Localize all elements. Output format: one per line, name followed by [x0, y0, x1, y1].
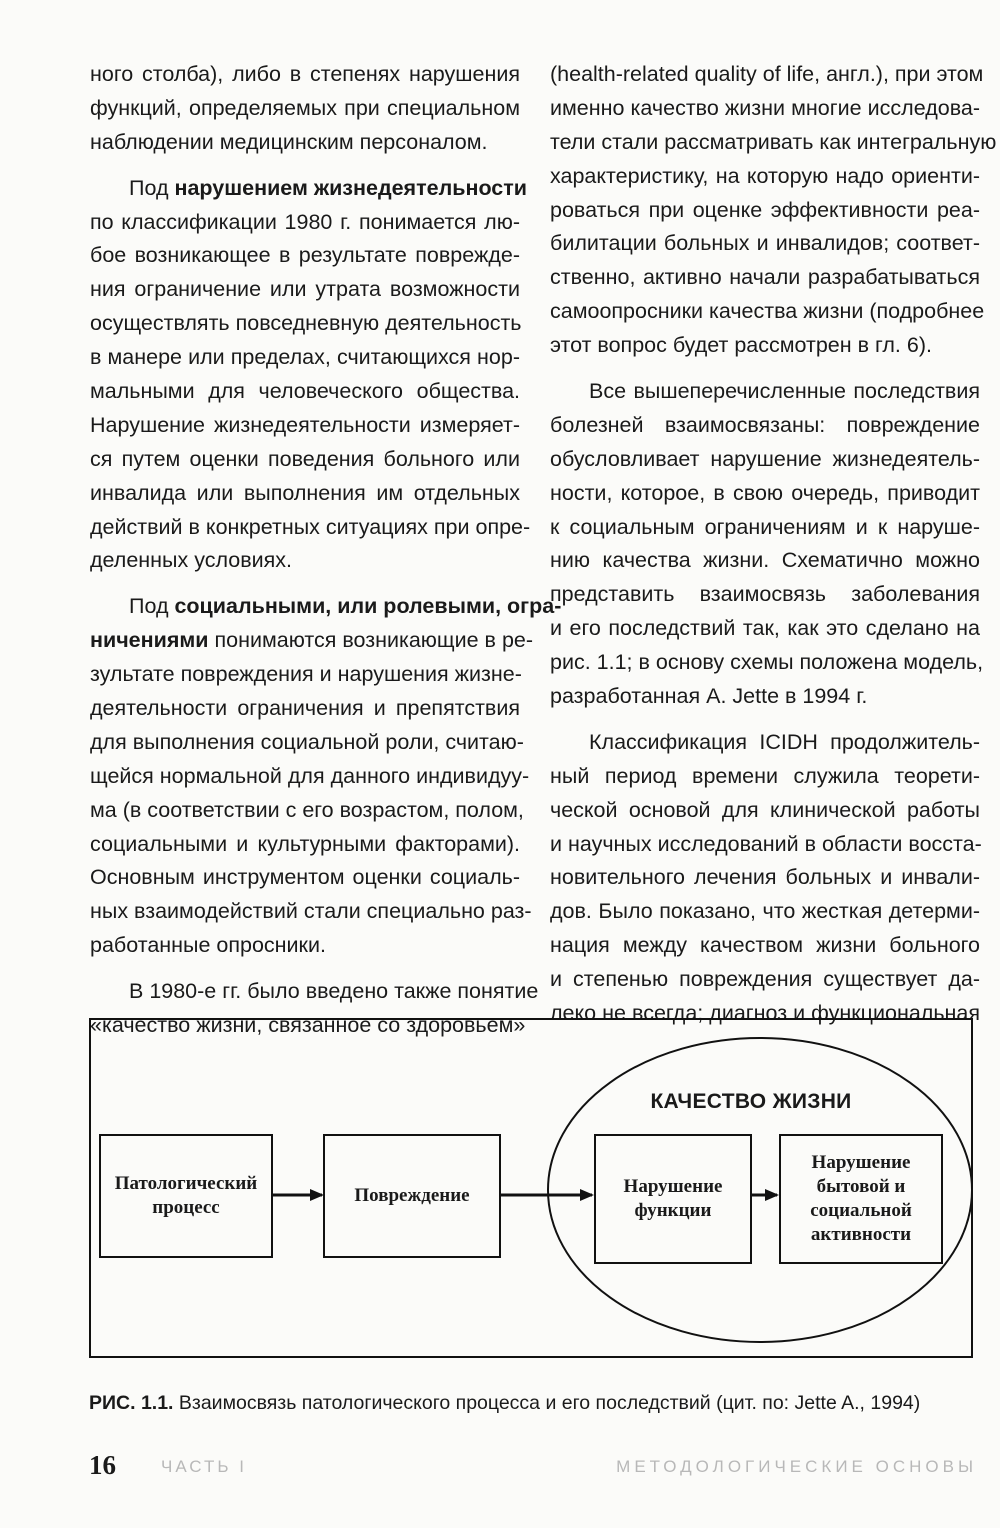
text-line: болезней взаимосвязаны: повреждение: [550, 412, 980, 437]
text-line: для выполнения социальной роли, считаю-: [90, 729, 524, 754]
box-function-impairment: Нарушение функции: [594, 1134, 752, 1264]
text-line: представить взаимосвязь заболевания: [550, 582, 980, 607]
text-line: «качество жизни, связанное со здоровьем»: [90, 1013, 526, 1038]
text-line: и степенью повреждения существует да-: [550, 967, 980, 992]
text-line: и научных исследований в области восста-: [550, 831, 982, 856]
text-line: новительного лечения больных и инвали-: [550, 865, 980, 890]
paragraph: [90, 590, 562, 963]
left-column: [90, 58, 562, 1043]
page-footer: [89, 1450, 977, 1490]
text-line: характеристику, на которую надо ориенти-: [550, 163, 980, 188]
text-line: Все вышеперечисленные последствия: [589, 379, 980, 404]
part-label: ЧАСТЬ I: [161, 1457, 247, 1476]
text-line: В 1980-е гг. было введено также понятие: [129, 979, 539, 1004]
text-line: ся путем оценки поведения больного или: [90, 446, 520, 471]
figure-caption: [89, 1390, 989, 1416]
text-line: работанные опросники.: [90, 933, 326, 958]
text-line: Под нарушением жизнедеятельности: [129, 175, 527, 200]
text-line: ных взаимодействий стали специально раз-: [90, 899, 532, 924]
text-line: ный период времени служила теорети-: [550, 763, 980, 788]
text-line: разработанная A. Jette в 1994 г.: [550, 684, 868, 709]
text-line: Нарушение жизнедеятельности измеряет-: [90, 412, 520, 437]
text-line: осуществлять повседневную деятельность: [90, 311, 522, 336]
paragraph: [90, 58, 520, 160]
text-line: ния ограничение или утрата возможности: [90, 277, 520, 302]
text-line: ческой основой для клинической работы: [550, 797, 980, 822]
text-line: бое возникающее в результате поврежде-: [90, 243, 520, 268]
text-line: (health-related quality of life, англ.), при этом: [550, 62, 984, 86]
text-line: к социальным ограничениям и к наруше-: [550, 514, 980, 539]
text-line: наблюдении медицинским персоналом.: [90, 129, 488, 154]
text-line: ничениями понимаются возникающие в ре-: [90, 628, 534, 653]
text-line: мальными для человеческого общества.: [90, 379, 520, 404]
page-number: 16: [89, 1450, 116, 1480]
box-pathological-process: Патологический процесс: [99, 1134, 273, 1258]
text-line: деятельности ограничения и препятствия: [90, 696, 520, 721]
text-line: ности, которое, в свою очередь, приводит: [550, 480, 980, 505]
text-line: этот вопрос будет рассмотрен в гл. 6).: [550, 333, 932, 358]
text-line: зультате повреждения и нарушения жизне-: [90, 662, 522, 687]
text-line: нация между качеством жизни больного: [550, 933, 980, 958]
text-line: Классификация ICIDH продолжитель-: [589, 729, 980, 754]
text-line: тели стали рассматривать как интегральную: [550, 129, 997, 154]
text-line: в манере или пределах, считающихся нор-: [90, 345, 520, 370]
text-line: функций, определяемых при специальном: [90, 95, 520, 120]
text-line: щейся нормальной для данного индивидуу-: [90, 763, 530, 788]
text-line: леко не всегда; диагноз и функциональная: [550, 1001, 980, 1026]
text-line: ма (в соответствии с его возрастом, полом,: [90, 797, 524, 822]
text-line: билитации больных и инвалидов; соответ-: [550, 231, 980, 256]
text-line: самоопросники качества жизни (подробнее: [550, 299, 985, 324]
term-bold: социальными, или ролевыми, огра-: [174, 594, 562, 619]
caption-text: Взаимосвязь патологического процесса и его последствий (цит. по: Jette A., 1994): [173, 1392, 921, 1414]
box-damage: Повреждение: [323, 1134, 501, 1258]
text-line: роваться при оценке эффективности реа-: [550, 197, 980, 222]
text-line: нию качества жизни. Схематично можно: [550, 548, 980, 573]
text-line: рис. 1.1; в основу схемы положена модель,: [550, 650, 984, 675]
text-line: ного столба), либо в степенях нарушения: [90, 62, 520, 86]
text-line: инвалида или выполнения им отдельных: [90, 480, 520, 505]
right-column: [550, 58, 997, 1031]
text-line: действий в конкретных ситуациях при опре-: [90, 514, 531, 539]
paragraph: [550, 375, 984, 714]
text-line: Под социальными, или ролевыми, огра-: [129, 594, 562, 619]
term-bold: ничениями: [90, 628, 209, 653]
ellipse-label: КАЧЕСТВО ЖИЗНИ: [650, 1090, 852, 1113]
paragraph: [550, 726, 980, 1031]
paragraph: [90, 172, 531, 579]
text-line: и его последствий так, как это сделано на: [550, 616, 980, 641]
term-bold: нарушением жизнедеятельности: [174, 175, 527, 200]
figure-diagram: [89, 1018, 973, 1358]
paragraph: [550, 58, 997, 363]
text-line: ственно, активно начали разрабатываться: [550, 265, 980, 290]
box-activity-impairment: Нарушение бытовой и социальной активности: [779, 1134, 943, 1264]
section-label: МЕТОДОЛОГИЧЕСКИЕ ОСНОВЫ: [616, 1457, 977, 1476]
text-line: Основным инструментом оценки социаль-: [90, 865, 520, 890]
text-line: обусловливает нарушение жизнедеятель-: [550, 446, 980, 471]
text-line: по классификации 1980 г. понимается лю-: [90, 209, 520, 234]
caption-label: РИС. 1.1.: [89, 1392, 174, 1414]
text-line: социальными и культурными факторами).: [90, 831, 520, 856]
text-line: дов. Было показано, что жесткая детерми-: [550, 899, 980, 924]
text-line: именно качество жизни многие исследова-: [550, 95, 980, 120]
text-line: деленных условиях.: [90, 548, 293, 573]
